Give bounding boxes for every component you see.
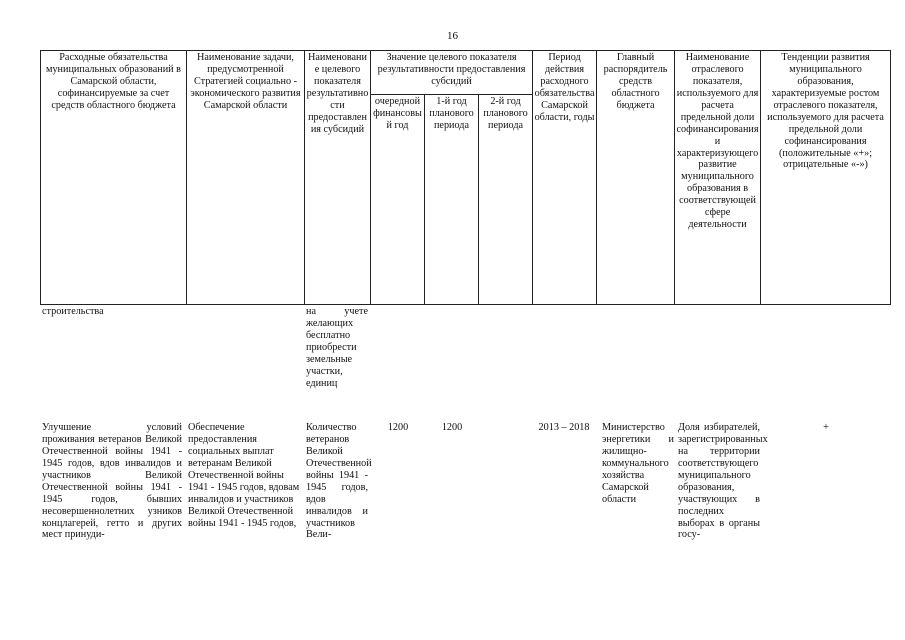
header-obligations: Расходные обязательства муниципальных образований в Самарской области, софинансируемые за счет средств областного бюджета: [41, 51, 187, 305]
row2-administrator: Министерство энергетики и жилищно-коммунального хозяйства Самарской области: [602, 422, 674, 505]
table-header: [40, 50, 891, 305]
row2-task: Обеспечение предоставления социальных выплат ветеранам Великой Отечественной войны 1941 - 1945 годов, вдовам инвалидов и участников Великой Отечественной войны 1941 - 1945 годов,: [188, 422, 300, 529]
header-indicator-values: Значение целевого показателя результативности предоставления субсидий: [371, 51, 533, 95]
header-plan-year-1: 1-й год планового периода: [425, 95, 479, 305]
row2-sector-indicator: Доля избирателей, зарегистрированных на территории соответствующего муниципального образования, участвующих в последних выборах в органы госу-: [678, 422, 768, 541]
row1-indicator: на учете желающих бесплатно приобрести земельные участки, единиц: [306, 306, 368, 389]
row2-period: 2013 – 2018: [538, 422, 590, 433]
header-administrator: Главный распорядитель средств областного бюджета: [597, 51, 675, 305]
header-indicator-name: Наименование целевого показателя результативности предоставления субсидий: [305, 51, 371, 305]
header-current-year: очередной финансовый год: [371, 95, 425, 305]
table-body: [40, 306, 890, 640]
row2-obligation: Улучшение условий проживания ветеранов Великой Отечественной войны 1941 - 1945 годов, вдов инвалидов и участников Великой Отечественной войны 1941 - 1945 годов, бывших несовершеннолетних узников концлагерей, гетто и других мест принуди-: [42, 422, 182, 541]
row2-trend: +: [823, 422, 829, 433]
row2-plan-year-1-value: 1200: [441, 422, 463, 433]
row2-current-year-value: 1200: [387, 422, 409, 433]
row1-obligation: строительства: [42, 306, 104, 317]
row2-indicator: Количество ветеранов Великой Отечественной войны 1941 - 1945 годов, вдов инвалидов и участников Вели-: [306, 422, 372, 541]
header-trends: Тенденции развития муниципального образования, характеризуемые ростом отраслевого показателя, используемого для расчета предельной доли софинансирования (положительные «+»; отрицательные «-»): [761, 51, 891, 305]
header-task: Наименование задачи, предусмотренной Стратегией социально - экономического развития Самарской области: [187, 51, 305, 305]
header-plan-year-2: 2-й год планового периода: [479, 95, 533, 305]
page-number: 16: [447, 30, 458, 42]
header-sector-indicator: Наименование отраслевого показателя, используемого для расчета предельной доли софинансирования и характеризующего развитие муниципального образования в соответствующей сфере деятельности: [675, 51, 761, 305]
header-period: Период действия расходного обязательства Самарской области, годы: [533, 51, 597, 305]
